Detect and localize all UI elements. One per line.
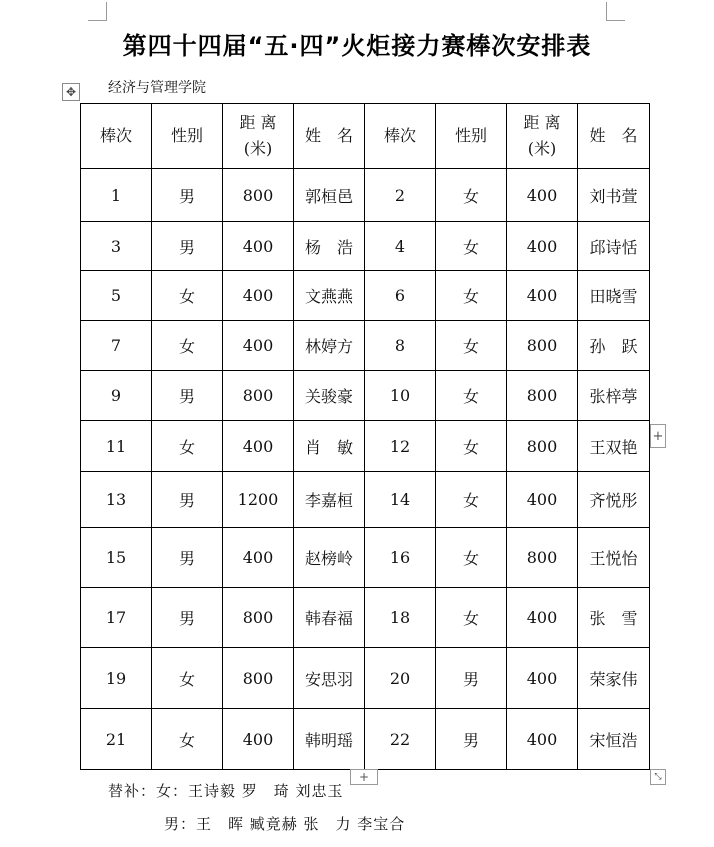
- cell-gender: 女: [436, 421, 507, 472]
- cell-gender: 女: [436, 169, 507, 222]
- cell-name: 文燕燕: [294, 271, 365, 321]
- cell-gender: 男: [152, 588, 223, 648]
- cell-gender: 女: [152, 421, 223, 472]
- table-resize-handle-icon[interactable]: ⤡: [650, 769, 666, 785]
- cell-name: 张 雪: [578, 588, 650, 648]
- cell-baton: 20: [365, 648, 436, 709]
- cell-distance: 800: [507, 421, 578, 472]
- cell-distance: 800: [223, 371, 294, 421]
- relay-roster-table: [80, 103, 650, 770]
- cell-distance: 800: [507, 321, 578, 371]
- cell-name: 林婷方: [294, 321, 365, 371]
- cell-baton: 17: [81, 588, 152, 648]
- cell-baton: 7: [81, 321, 152, 371]
- cell-baton: 10: [365, 371, 436, 421]
- cell-distance: 400: [223, 709, 294, 770]
- cell-gender: 男: [436, 709, 507, 770]
- cell-gender: 女: [436, 472, 507, 528]
- header-gender: 性别: [152, 104, 223, 169]
- cell-name: 王悦怡: [578, 528, 650, 588]
- table-row: [81, 321, 650, 371]
- cell-baton: 8: [365, 321, 436, 371]
- table-move-handle-icon[interactable]: ✥: [62, 83, 80, 101]
- cell-baton: 1: [81, 169, 152, 222]
- cell-name: 郭桓邑: [294, 169, 365, 222]
- cell-gender: 男: [152, 371, 223, 421]
- cell-baton: 15: [81, 528, 152, 588]
- cell-distance: 800: [223, 648, 294, 709]
- cell-distance: 400: [507, 472, 578, 528]
- page-title: 第四十四届“五·四”火炬接力赛棒次安排表: [122, 32, 592, 60]
- cell-baton: 2: [365, 169, 436, 222]
- header-baton: 棒次: [365, 104, 436, 169]
- cell-baton: 12: [365, 421, 436, 472]
- table-row: [81, 169, 650, 222]
- table-row: [81, 271, 650, 321]
- cell-baton: 14: [365, 472, 436, 528]
- cell-baton: 22: [365, 709, 436, 770]
- cell-name: 杨 浩: [294, 222, 365, 271]
- header-distance: [223, 104, 294, 169]
- table-row: [81, 528, 650, 588]
- cell-name: 张梓葶: [578, 371, 650, 421]
- cell-name: 邱诗恬: [578, 222, 650, 271]
- cell-distance: 800: [223, 588, 294, 648]
- header-distance-unit: (米): [243, 139, 273, 158]
- header-name: 姓 名: [294, 104, 365, 169]
- header-gender: 性别: [436, 104, 507, 169]
- header-distance-label: 距 离: [523, 113, 561, 132]
- table-row: [81, 421, 650, 472]
- cell-distance: 400: [507, 169, 578, 222]
- cell-gender: 男: [152, 222, 223, 271]
- header-distance-label: 距 离: [239, 113, 277, 132]
- add-column-button[interactable]: +: [350, 769, 378, 785]
- cell-distance: 800: [223, 169, 294, 222]
- cell-distance: 800: [507, 371, 578, 421]
- cell-baton: 21: [81, 709, 152, 770]
- cell-gender: 男: [152, 528, 223, 588]
- cell-name: 刘书萱: [578, 169, 650, 222]
- cell-gender: 女: [436, 371, 507, 421]
- cell-name: 赵榜岭: [294, 528, 365, 588]
- cell-baton: 5: [81, 271, 152, 321]
- table-row: [81, 472, 650, 528]
- cell-name: 孙 跃: [578, 321, 650, 371]
- page-corner-mark-top-right: [606, 2, 625, 21]
- add-row-button[interactable]: +: [650, 424, 666, 448]
- substitutes-female-line: 替补：女：王诗毅 罗 琦 刘忠玉: [108, 782, 344, 800]
- table-row: [81, 222, 650, 271]
- header-distance-unit: (米): [527, 139, 557, 158]
- cell-name: 齐悦彤: [578, 472, 650, 528]
- cell-gender: 女: [152, 709, 223, 770]
- cell-gender: 女: [152, 648, 223, 709]
- cell-name: 李嘉桓: [294, 472, 365, 528]
- substitutes-male-line: 男：王 晖 臧竟赫 张 力 李宝合: [164, 815, 406, 833]
- cell-distance: 400: [507, 648, 578, 709]
- cell-baton: 16: [365, 528, 436, 588]
- table-row: [81, 588, 650, 648]
- header-baton: 棒次: [81, 104, 152, 169]
- cell-baton: 6: [365, 271, 436, 321]
- cell-distance: 400: [223, 271, 294, 321]
- cell-gender: 女: [436, 222, 507, 271]
- cell-distance: 400: [223, 528, 294, 588]
- cell-gender: 女: [152, 271, 223, 321]
- table-header-row: [81, 104, 650, 169]
- cell-baton: 18: [365, 588, 436, 648]
- cell-distance: 400: [223, 421, 294, 472]
- cell-name: 田晓雪: [578, 271, 650, 321]
- cell-gender: 女: [152, 321, 223, 371]
- cell-name: 关骏豪: [294, 371, 365, 421]
- college-name: 经济与管理学院: [108, 80, 206, 96]
- table-row: [81, 709, 650, 770]
- cell-baton: 4: [365, 222, 436, 271]
- cell-baton: 3: [81, 222, 152, 271]
- cell-distance: 400: [507, 222, 578, 271]
- cell-distance: 400: [223, 321, 294, 371]
- cell-gender: 女: [436, 271, 507, 321]
- cell-name: 韩春福: [294, 588, 365, 648]
- cell-name: 安思羽: [294, 648, 365, 709]
- cell-baton: 19: [81, 648, 152, 709]
- cell-distance: 400: [507, 588, 578, 648]
- cell-name: 宋恒浩: [578, 709, 650, 770]
- cell-distance: 1200: [223, 472, 294, 528]
- cell-baton: 13: [81, 472, 152, 528]
- page-corner-mark-top-left: [88, 2, 107, 21]
- cell-name: 荣家伟: [578, 648, 650, 709]
- cell-name: 韩明瑶: [294, 709, 365, 770]
- cell-distance: 400: [507, 271, 578, 321]
- cell-gender: 男: [152, 472, 223, 528]
- cell-distance: 400: [223, 222, 294, 271]
- header-distance: [507, 104, 578, 169]
- header-name: 姓 名: [578, 104, 650, 169]
- cell-gender: 男: [152, 169, 223, 222]
- cell-baton: 9: [81, 371, 152, 421]
- cell-name: 王双艳: [578, 421, 650, 472]
- cell-gender: 女: [436, 588, 507, 648]
- table-row: [81, 648, 650, 709]
- table-row: [81, 371, 650, 421]
- cell-gender: 男: [436, 648, 507, 709]
- cell-gender: 女: [436, 321, 507, 371]
- cell-gender: 女: [436, 528, 507, 588]
- cell-distance: 800: [507, 528, 578, 588]
- cell-name: 肖 敏: [294, 421, 365, 472]
- cell-baton: 11: [81, 421, 152, 472]
- cell-distance: 400: [507, 709, 578, 770]
